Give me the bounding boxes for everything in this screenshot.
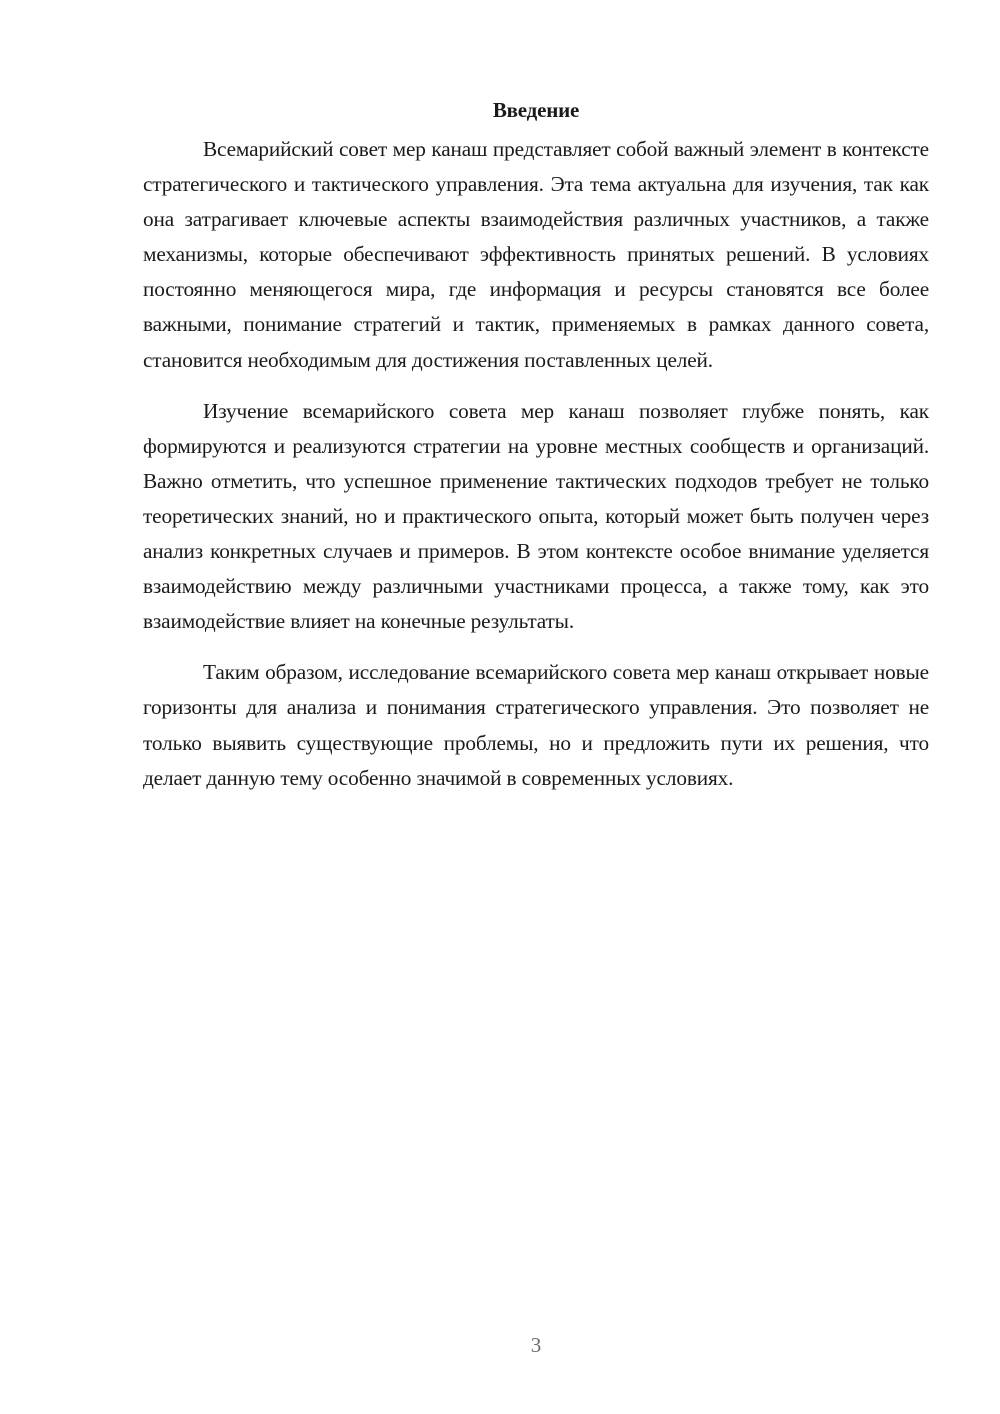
paragraph-3: Таким образом, исследование всемарийского совета мер канаш открывает новые горизонты для анализа и понимания стратегического управления. Это позволяет не только выявить существующие проблемы, но и предложить пути их решения, что делает данную тему особенно значимой в современных условиях. bbox=[143, 660, 929, 790]
paragraph-2: Изучение всемарийского совета мер канаш позволяет глубже понять, как формируются и реализуются стратегии на уровне местных сообществ и организаций. Важно отметить, что успешное применение тактических подходов требует не только теоретических знаний, но и практического опыта, который может быть получен через анализ конкретных случаев и примеров. В этом контексте особое внимание уделяется взаимодействию между различными участниками процесса, а также тому, как это взаимодействие влияет на конечные результаты. bbox=[143, 398, 929, 634]
page-content bbox=[143, 92, 929, 812]
page-number: 3 bbox=[530, 1333, 542, 1357]
paragraph-1: Всемарийский совет мер канаш представляет собой важный элемент в контексте стратегического и тактического управления. Эта тема актуальна для изучения, так как она затрагивает ключевые аспекты взаимодействия различных участников, а также механизмы, которые обеспечивают эффективность принятых решений. В условиях постоянно меняющегося мира, где информация и ресурсы становятся все более важными, понимание стратегий и тактик, применяемых в рамках данного совета, становится необходимым для достижения поставленных целей. bbox=[143, 137, 929, 372]
section-heading: Введение bbox=[492, 98, 580, 122]
